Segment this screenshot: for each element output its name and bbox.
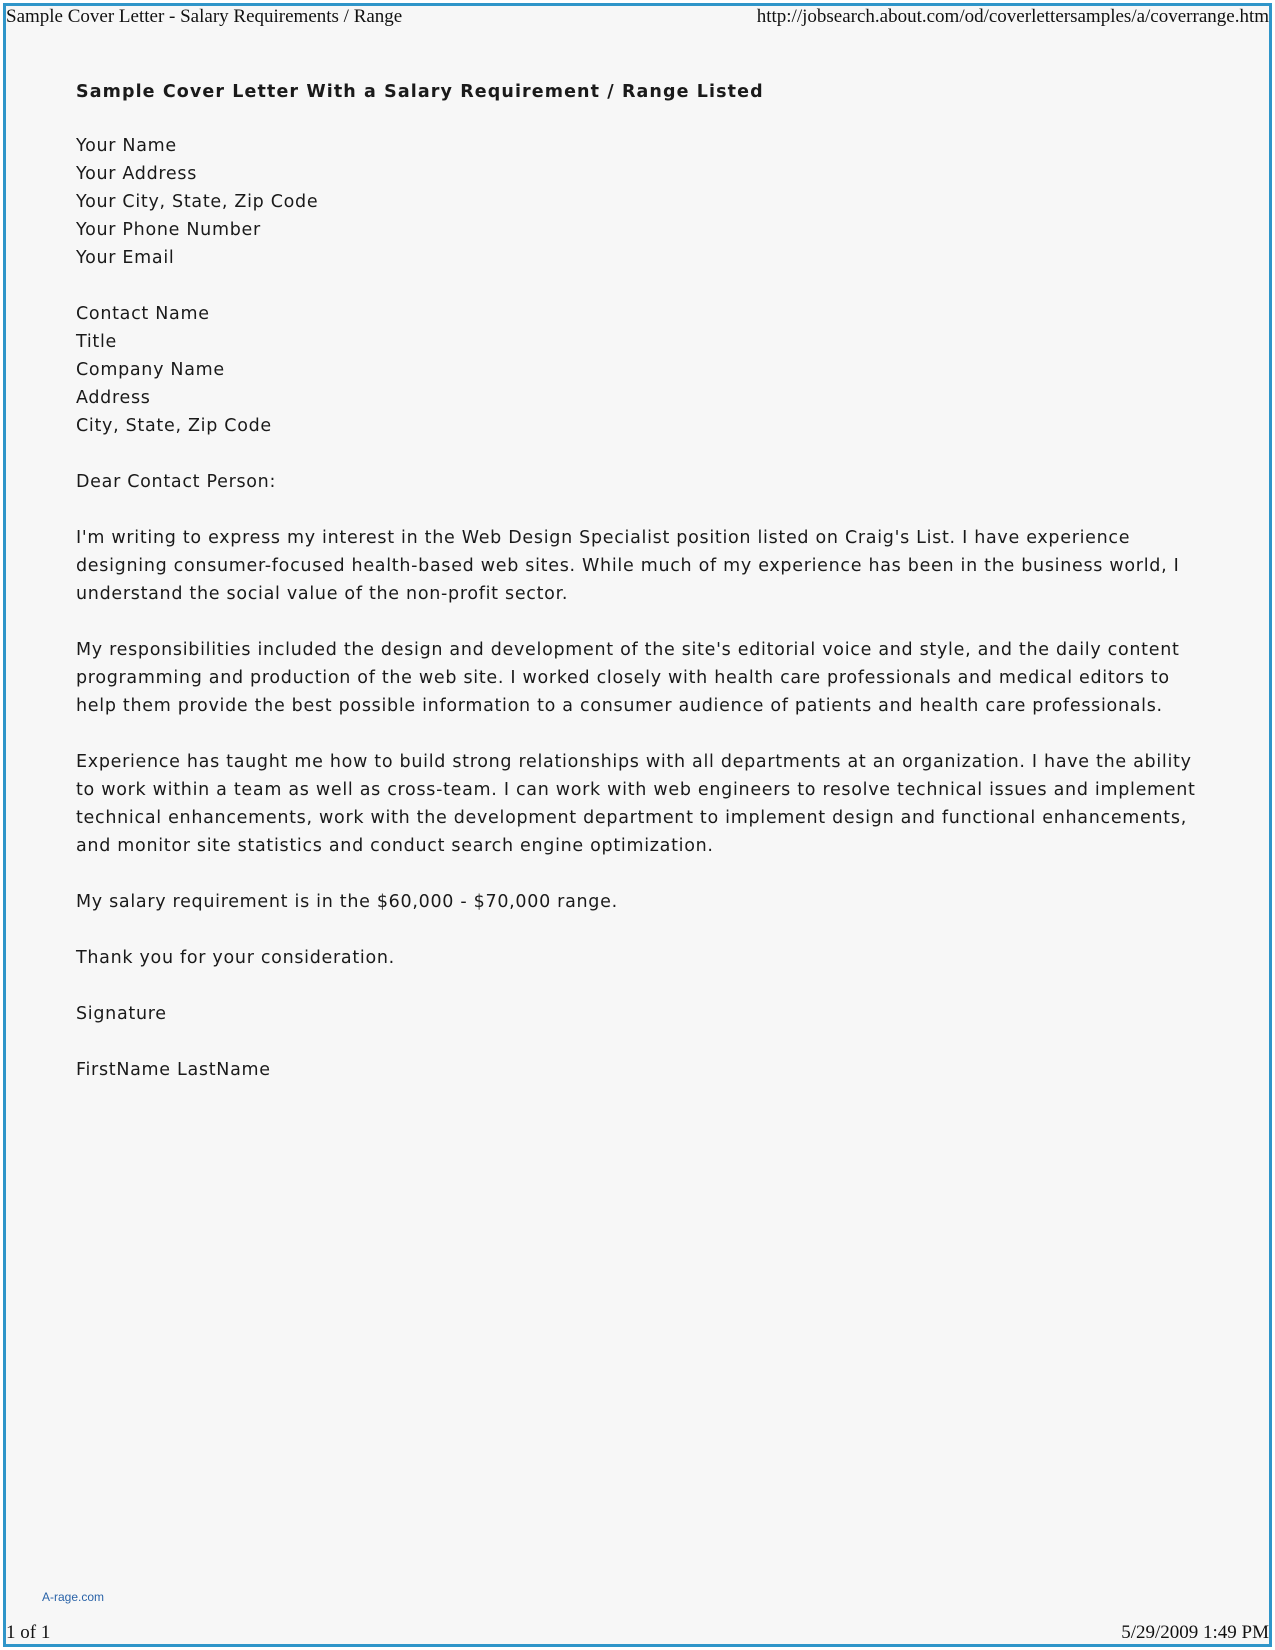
recipient-city-state-zip: City, State, Zip Code [76, 416, 272, 436]
sender-address: Your Address [76, 164, 198, 184]
print-footer-page-count: 1 of 1 [6, 1622, 51, 1643]
salutation: Dear Contact Person: [76, 472, 277, 492]
watermark-text: A-rage.com [42, 1590, 105, 1604]
sender-city-state-zip: Your City, State, Zip Code [76, 192, 319, 212]
print-footer-timestamp: 5/29/2009 1:49 PM [1121, 1622, 1269, 1643]
document-page [3, 3, 1272, 1647]
sender-phone: Your Phone Number [76, 220, 261, 240]
recipient-title: Title [76, 332, 118, 352]
signature-label: Signature [76, 1004, 167, 1024]
sender-address-block [76, 132, 1206, 272]
sender-name: Your Name [76, 136, 177, 156]
recipient-contact-name: Contact Name [76, 304, 210, 324]
recipient-company: Company Name [76, 360, 225, 380]
body-paragraph-3: Experience has taught me how to build strong relationships with all departments at an organization. I have the ability to work within a team as well as cross-team. I can work with web engineers to resolve technical issues and implement technical enhancements, work with the development department to implement design and functional enhancements, and monitor site statistics and conduct search engine optimization. [76, 752, 1196, 856]
cover-letter [76, 78, 1206, 1112]
recipient-address: Address [76, 388, 151, 408]
print-header-url[interactable]: http://jobsearch.about.com/od/coverlettersamples/a/coverrange.htm [756, 6, 1269, 27]
body-paragraph-2: My responsibilities included the design and development of the site's editorial voice and style, and the daily content programming and production of the web site. I worked closely with health care professionals and medical editors to help them provide the best possible information to a consumer audience of patients and health care professionals. [76, 640, 1180, 716]
body-paragraph-1: I'm writing to express my interest in the Web Design Specialist position listed on Craig's List. I have experience designing consumer-focused health-based web sites. While much of my experience has been in the business world, I understand the social value of the non-profit sector. [76, 528, 1180, 604]
closing-line: Thank you for your consideration. [76, 948, 395, 968]
letter-title: Sample Cover Letter With a Salary Requirement / Range Listed [76, 82, 764, 102]
salary-requirement-paragraph: My salary requirement is in the $60,000 - $70,000 range. [76, 892, 618, 912]
print-header-title: Sample Cover Letter - Salary Requirements / Range [6, 6, 403, 27]
recipient-address-block [76, 300, 1206, 440]
sender-email: Your Email [76, 248, 175, 268]
signer-name: FirstName LastName [76, 1060, 271, 1080]
